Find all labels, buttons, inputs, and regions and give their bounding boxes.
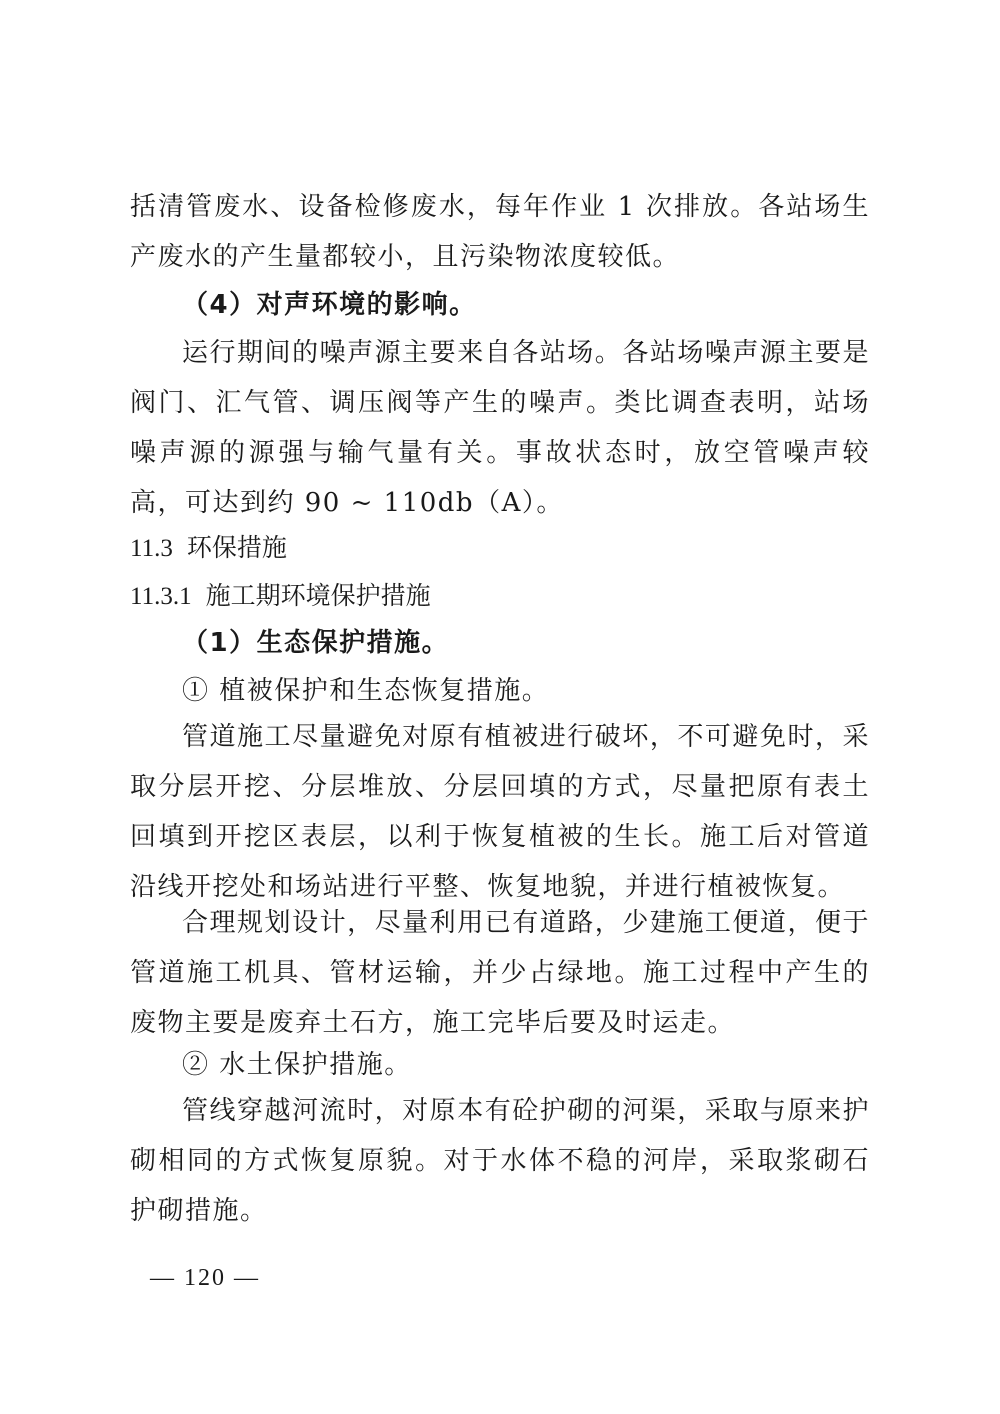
section-number: 11.3.1 (130, 583, 192, 610)
section-title: 施工期环境保护措施 (205, 581, 431, 610)
paragraph-planning-design: 合理规划设计，尽量利用已有道路，少建施工便道，便于管道施工机具、管材运输，并少占绿地。施工过程中产生的废物主要是废弃土石方，施工完毕后要及时运走。 (130, 908, 870, 1038)
page-number: — 120 — (150, 1265, 260, 1291)
item-water-soil-protection: ② 水土保护措施。 (182, 1050, 412, 1080)
paragraph-noise-sources: 运行期间的噪声源主要来自各站场。各站场噪声源主要是阀门、汇气管、调压阀等产生的噪声。类比调查表明，站场噪声源的源强与输气量有关。事故状态时，放空管噪声较高，可达到约 90 ~ 110db（A）。 (130, 338, 870, 518)
section-number: 11.3 (130, 535, 173, 562)
paragraph-river-crossing: 管线穿越河流时，对原本有砼护砌的河渠，采取与原来护砌相同的方式恢复原貌。对于水体不稳的河岸，采取浆砌石护砌措施。 (130, 1096, 870, 1226)
paragraph-vegetation-measures: 管道施工尽量避免对原有植被进行破坏，不可避免时，采取分层开挖、分层堆放、分层回填的方式，尽量把原有表土回填到开挖区表层，以利于恢复植被的生长。施工后对管道沿线开挖处和场站进行平整、恢复地貌，并进行植被恢复。 (130, 722, 870, 902)
item-vegetation-protection: ① 植被保护和生态恢复措施。 (182, 676, 550, 706)
section-heading-11-3 (130, 528, 287, 569)
paragraph-wastewater-end: 括清管废水、设备检修废水，每年作业 1 次排放。各站场生产废水的产生量都较小，且污染物浓度较低。 (130, 192, 870, 272)
subheading-noise-impact: （4）对声环境的影响。 (182, 290, 477, 320)
section-title: 环保措施 (186, 533, 287, 562)
section-heading-11-3-1 (130, 576, 431, 617)
subheading-ecological-protection: （1）生态保护措施。 (182, 628, 450, 658)
